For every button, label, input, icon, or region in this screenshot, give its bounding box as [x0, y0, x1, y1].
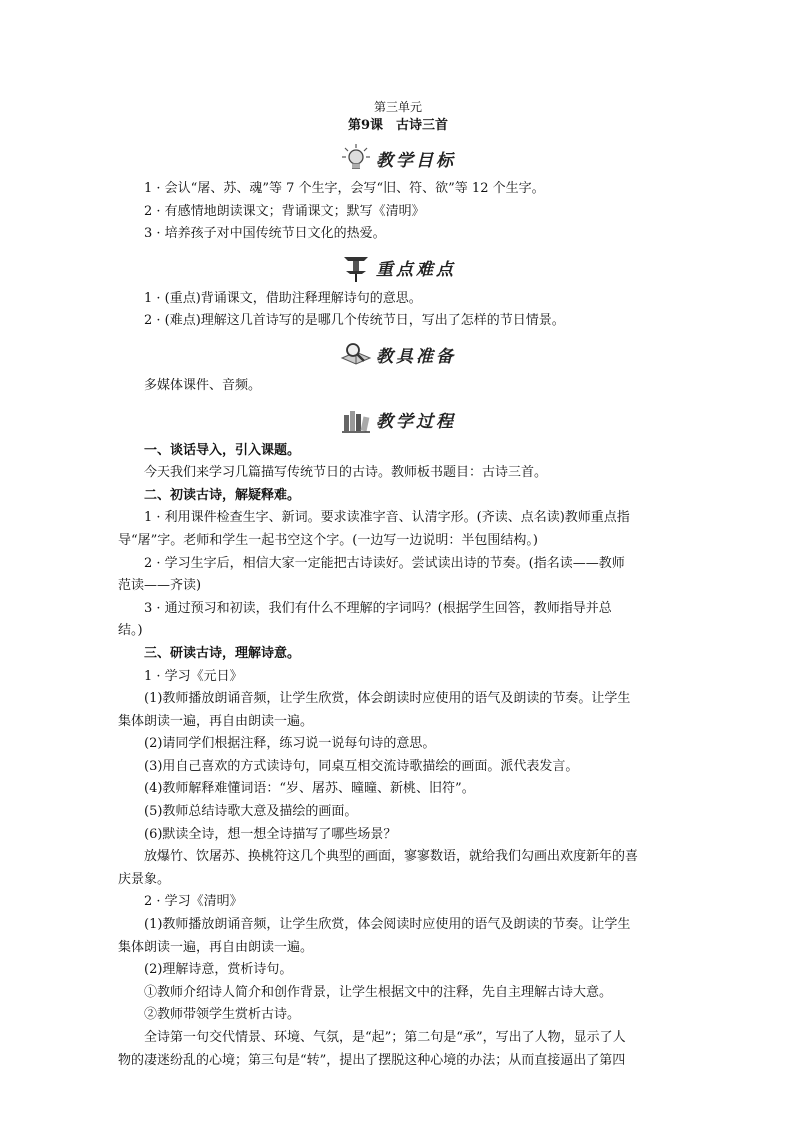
lightbulb-icon [340, 143, 372, 173]
process-line: (3)用自己喜欢的方式读诗句，同桌互相交流诗歌描绘的画面。派代表发言。 [144, 758, 579, 774]
process-line: 1 · 学习《元日》 [144, 668, 243, 684]
unit-title: 第三单元 [373, 100, 422, 114]
process-line: 结。) [118, 623, 143, 639]
process-line: 全诗第一句交代情景、环境、气氛，是“起”；第二句是“承”，写出了人物，显示了人 [144, 1030, 626, 1045]
magnifier-book-icon [340, 340, 372, 370]
process-line: (5)教师总结诗歌大意及描绘的画面。 [144, 804, 358, 820]
process-heading [118, 402, 678, 438]
process-line: 3 · 通过预习和初读，我们有什么不理解的字词吗？(根据学生回答，教师指导并总 [144, 600, 612, 616]
process-line: (2)请同学们根据注释，练习说一说每句诗的意思。 [144, 736, 436, 752]
process-line: 2 · 学习《清明》 [144, 894, 243, 910]
process-line: 物的凄迷纷乱的心境；第三句是“转”，提出了摆脱这种心境的办法；从而直接逼出了第四 [118, 1052, 626, 1068]
books-icon [340, 405, 372, 435]
tools-heading [118, 337, 678, 373]
process-line: ②教师带领学生赏析古诗。 [144, 1007, 301, 1023]
goals-heading [118, 140, 678, 176]
process-line: 范读——齐读) [118, 578, 202, 594]
process-line: 导“屠”字。老师和学生一起书空这个字。(一边写一边说明：半包围结构。) [118, 532, 538, 548]
key-line: 1 · (重点)背诵课文，借助注释理解诗句的意思。 [144, 290, 422, 306]
process-line: 2 · 学习生字后，相信大家一定能把古诗读好。尝试读出诗的节奏。(指名读——教师 [144, 555, 625, 571]
goal-line: 3 · 培养孩子对中国传统节日文化的热爱。 [144, 226, 386, 242]
process-line: (1)教师播放朗诵音频，让学生欣赏，体会阅读时应使用的语气及朗读的节奏。让学生 [144, 917, 631, 933]
goals-title: 教学目标 [376, 150, 456, 171]
process-line: ①教师介绍诗人简介和创作背景，让学生根据文中的注释，先自主理解古诗大意。 [144, 984, 613, 1000]
process-line: 一、谈话导入，引入课题。 [144, 442, 301, 458]
goal-line: 2 · 有感情地朗读课文；背诵课文；默写《清明》 [144, 203, 425, 219]
process-line: 三、研读古诗，理解诗意。 [144, 645, 301, 661]
process-line: 二、初读古诗，解疑释难。 [144, 487, 301, 503]
keys-title: 重点难点 [376, 260, 456, 281]
process-title: 教学过程 [376, 412, 456, 433]
process-line: 集体朗读一遍，再自由朗读一遍。 [118, 713, 314, 729]
keys-heading [118, 250, 678, 286]
key-line: 2 · (难点)理解这几首诗写的是哪几个传统节日，写出了怎样的节日情景。 [144, 313, 565, 329]
tools-title: 教具准备 [376, 347, 456, 368]
process-line: 集体朗读一遍，再自由朗读一遍。 [118, 939, 314, 955]
process-line: 1 · 利用课件检查生字、新词。要求读准字音、认清字形。(齐读、点名读)教师重点指 [144, 510, 630, 526]
process-line: 今天我们来学习几篇描写传统节日的古诗。教师板书题目：古诗三首。 [144, 465, 548, 481]
goal-line: 1 · 会认“屠、苏、魂”等 7 个生字，会写“旧、符、欲”等 12 个生字。 [144, 181, 545, 196]
document-content [118, 98, 678, 1072]
process-line: (4)教师解释难懂词语：“岁、屠苏、曈曈、新桃、旧符”。 [144, 781, 475, 797]
process-line: (6)默读全诗，想一想全诗描写了哪些场景？ [144, 826, 397, 842]
process-line: 庆景象。 [118, 871, 171, 887]
process-line: (2)理解诗意，赏析诗句。 [144, 962, 293, 978]
tools-line: 多媒体课件、音频。 [144, 377, 262, 393]
lesson-title: 第9课 古诗三首 [347, 118, 449, 133]
process-line: (1)教师播放朗诵音频，让学生欣赏，体会朗读时应使用的语气及朗读的节奏。让学生 [144, 691, 631, 707]
pushpin-icon [340, 253, 372, 283]
process-line: 放爆竹、饮屠苏、换桃符这几个典型的画面，寥寥数语，就给我们勾画出欢度新年的喜 [144, 849, 639, 865]
